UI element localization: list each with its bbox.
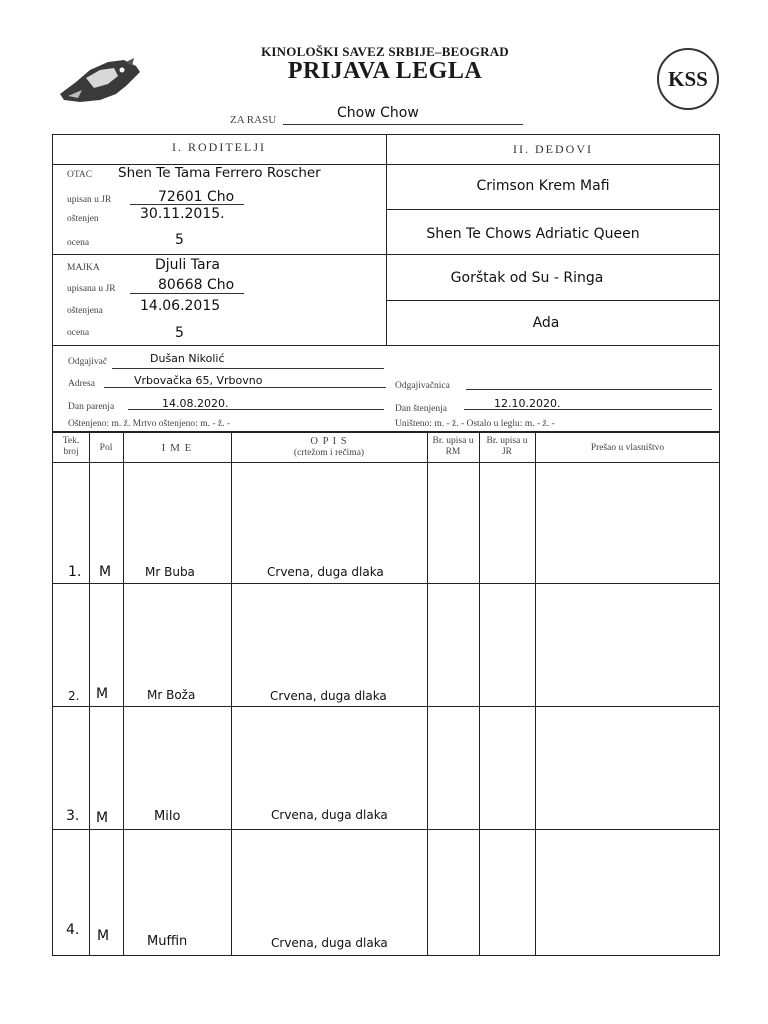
col-divider-4 xyxy=(427,432,428,956)
father-reg-value: 72601 Cho xyxy=(158,189,235,205)
breed-label: ZA RASU xyxy=(230,114,277,126)
row-1-sex: M xyxy=(99,564,112,580)
whelp-label: Dan štenjenja xyxy=(395,404,447,414)
row-divider-3 xyxy=(52,829,720,830)
mother-reg-label: upisana u JR xyxy=(67,284,116,294)
father-reg-label: upisan u JR xyxy=(67,195,112,205)
row-2-description: Crvena, duga dlaka xyxy=(270,689,387,703)
kss-logo xyxy=(657,48,719,110)
row-divider-2 xyxy=(52,706,720,707)
father-born-label: oštenjen xyxy=(67,214,99,224)
dog-head-logo xyxy=(56,50,144,106)
mother-name: Djuli Tara xyxy=(155,257,220,273)
mother-label: MAJKA xyxy=(67,263,100,273)
breed-underline xyxy=(283,124,523,125)
table-header-divider xyxy=(52,462,720,463)
mother-grade-value: 5 xyxy=(175,325,184,341)
breeder-value: Dušan Nikolić xyxy=(150,352,225,365)
mating-underline xyxy=(128,409,384,410)
grandparent-3: Gorštak od Su - Ringa xyxy=(450,270,604,286)
mother-born-value: 14.06.2015 xyxy=(140,298,221,314)
col-divider-3 xyxy=(231,432,232,956)
mating-label: Dan parenja xyxy=(68,402,115,412)
kennel-underline xyxy=(466,389,712,390)
father-born-value: 30.11.2015. xyxy=(140,206,225,222)
address-value: Vrbovačka 65, Vrbovno xyxy=(134,374,263,387)
grandparent-2: Shen Te Chows Adriatic Queen xyxy=(426,226,640,242)
organization-name: KINOLOŠKI SAVEZ SRBIJE–BEOGRAD xyxy=(261,44,509,59)
row-1-name: Mr Buba xyxy=(145,565,195,579)
col-header-description: O P I S xyxy=(310,436,348,447)
grandparent-1: Crimson Krem Mafi xyxy=(476,178,610,194)
col-divider-6 xyxy=(535,432,536,956)
row-2-sex: M xyxy=(96,686,109,702)
page-title: PRIJAVA LEGLA xyxy=(287,58,483,84)
row-1-description: Crvena, duga dlaka xyxy=(267,565,384,579)
breed-value: Chow Chow xyxy=(337,105,419,121)
kennel-label: Odgajivačnica xyxy=(395,381,450,391)
breeder-underline xyxy=(112,368,384,369)
mother-born-label: oštenjena xyxy=(67,306,103,316)
col-divider-1 xyxy=(89,432,90,956)
father-grade-label: ocena xyxy=(67,238,90,248)
kss-logo-text: KSS xyxy=(668,66,708,91)
father-reg-underline xyxy=(130,204,244,205)
grandparents-title: II. DEDOVI xyxy=(513,142,593,156)
col-divider-5 xyxy=(479,432,480,956)
father-name: Shen Te Tama Ferrero Roscher xyxy=(118,165,321,181)
grandparent-4: Ada xyxy=(532,315,560,331)
mother-reg-value: 80668 Cho xyxy=(158,277,235,293)
father-grade-value: 5 xyxy=(175,232,184,248)
col-header-jr: Br. upisa u JR xyxy=(486,436,528,457)
row-4-sex: M xyxy=(97,928,110,944)
grandparent-split-1 xyxy=(386,209,720,210)
whelp-underline xyxy=(464,409,712,410)
parents-title: I. RODITELJI xyxy=(172,140,266,154)
address-label: Adresa xyxy=(68,379,95,389)
breeder-label: Odgajivač xyxy=(68,357,108,367)
born-counts: Oštenjeno: m. ž. Mrtvo oštenjeno: m. - ž. - xyxy=(68,419,230,429)
row-4-number: 4. xyxy=(66,922,80,938)
col-header-description-sub: (crtežom i rečima) xyxy=(293,448,365,458)
row-3-description: Crvena, duga dlaka xyxy=(271,808,388,822)
row-2-name: Mr Boža xyxy=(147,688,196,702)
row-3-sex: M xyxy=(96,810,109,826)
col-header-name: I M E xyxy=(161,442,193,454)
row-3-number: 3. xyxy=(66,808,80,824)
destroyed-counts: Uništeno: m. - ž. - Ostalo u leglu: m. - ž. - xyxy=(395,419,555,429)
father-label: OTAC xyxy=(67,170,93,180)
row-4-name: Muffin xyxy=(147,934,188,949)
col-header-number: Tek. broj xyxy=(62,436,80,457)
whelp-value: 12.10.2020. xyxy=(494,397,561,410)
row-3-name: Milo xyxy=(154,809,181,824)
grandparent-split-2 xyxy=(386,300,720,301)
row-divider-1 xyxy=(52,583,720,584)
mother-grade-label: ocena xyxy=(67,328,90,338)
col-header-owner: Prešao u vlasništvo xyxy=(590,443,665,453)
col-header-rm: Br. upisa u RM xyxy=(432,436,474,457)
row-4-description: Crvena, duga dlaka xyxy=(271,936,388,950)
address-underline xyxy=(104,387,386,388)
row-2-number: 2. xyxy=(68,689,80,703)
mother-reg-underline xyxy=(130,293,244,294)
parents-split xyxy=(52,254,720,255)
col-header-sex: Pol xyxy=(99,443,113,453)
col-divider-2 xyxy=(123,432,124,956)
mating-value: 14.08.2020. xyxy=(162,397,229,410)
row-1-number: 1. xyxy=(68,564,82,580)
